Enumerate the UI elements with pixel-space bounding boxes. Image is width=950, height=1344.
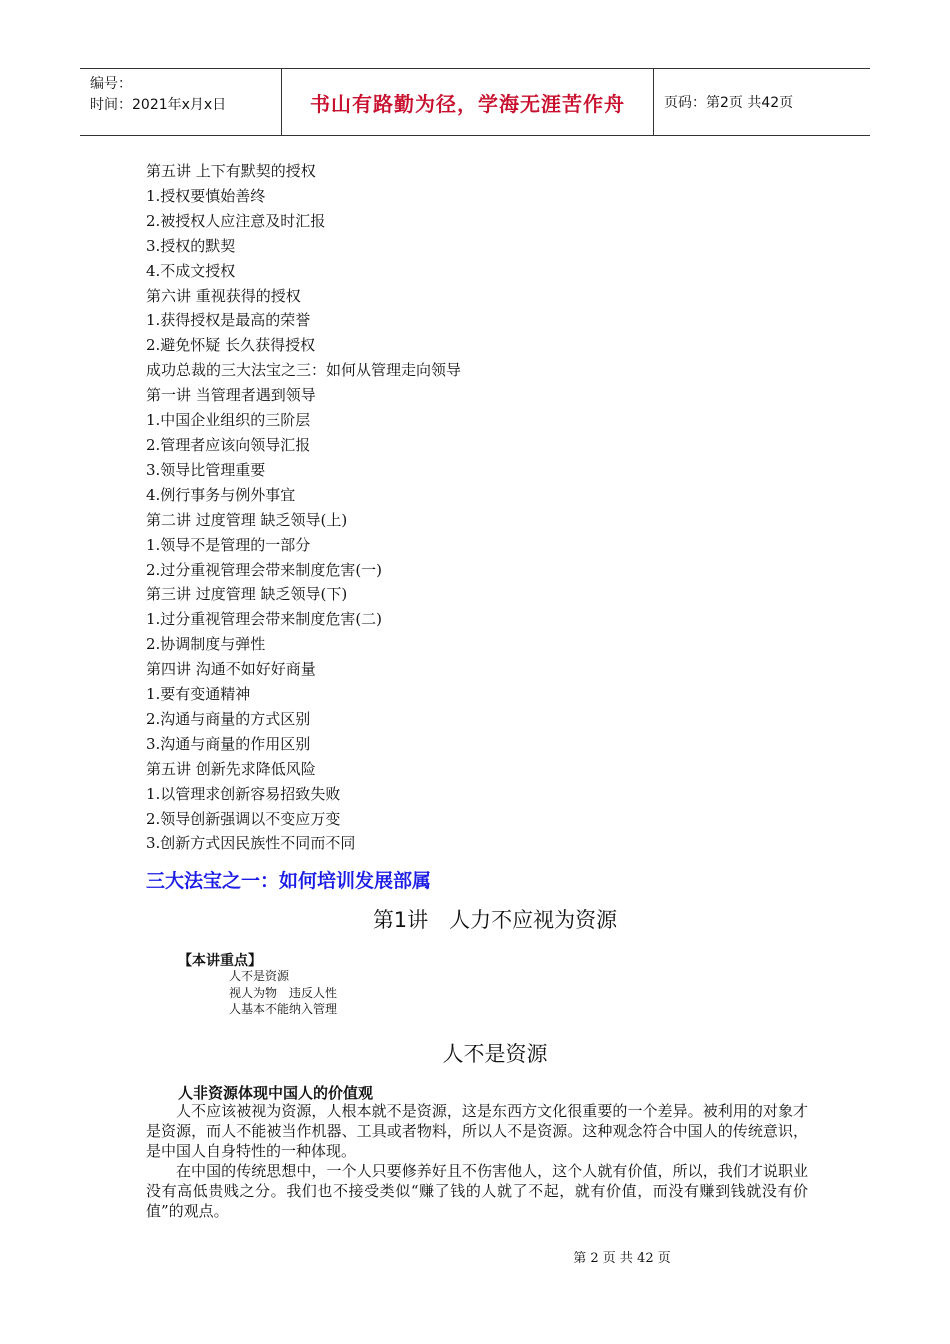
toc-line: 3.授权的默契	[146, 236, 236, 255]
body-text	[146, 1101, 808, 1221]
toc-line: 第四讲 沟通不如好好商量	[146, 660, 316, 679]
header-page-info: 页码：第2页 共42页	[664, 95, 794, 111]
toc-line: 2.沟通与商量的方式区别	[146, 709, 311, 728]
lecture-title: 第1讲 人力不应视为资源	[372, 908, 618, 932]
subsection-title: 人不是资源	[442, 1042, 548, 1066]
header-motto: 书山有路勤为径，学海无涯苦作舟	[310, 91, 625, 116]
toc-line: 第二讲 过度管理 缺乏领导(上)	[146, 510, 348, 529]
toc-line: 1.以管理求创新容易招致失败	[146, 784, 341, 803]
key-points-label: 【本讲重点】	[178, 953, 262, 969]
toc-line: 2.避免怀疑 长久获得授权	[146, 336, 316, 355]
toc-line: 成功总裁的三大法宝之三：如何从管理走向领导	[146, 361, 462, 380]
toc-line: 1.授权要慎始善终	[146, 186, 266, 205]
toc-line: 1.中国企业组织的三阶层	[146, 411, 311, 430]
header-meta	[80, 69, 282, 135]
toc-line: 第六讲 重视获得的授权	[146, 286, 301, 305]
toc-line: 4.例行事务与例外事宜	[146, 485, 296, 504]
toc-line: 1.领导不是管理的一部分	[146, 535, 311, 554]
toc-line: 1.要有变通精神	[146, 685, 251, 704]
toc-line: 2.领导创新强调以不变应万变	[146, 809, 341, 828]
paragraph-heading: 人非资源体现中国人的价值观	[178, 1084, 374, 1102]
body-paragraph: 在中国的传统思想中，一个人只要修养好且不伤害他人，这个人就有价值，所以，我们才说职业没有高低贵贱之分。我们也不接受类似“赚了钱的人就了不起，就有价值，而没有赚到钱就没有价值”的观点。	[146, 1162, 808, 1220]
toc-line: 1.过分重视管理会带来制度危害(二)	[146, 610, 383, 629]
page-header	[80, 68, 870, 136]
toc-line: 3.创新方式因民族性不同而不同	[146, 834, 356, 853]
toc-line: 4.不成文授权	[146, 261, 236, 280]
key-points-list	[229, 968, 337, 1018]
page-footer: 第 2 页 共 42 页	[573, 1251, 671, 1266]
toc-line: 3.领导比管理重要	[146, 460, 266, 479]
toc-line: 2.协调制度与弹性	[146, 635, 266, 654]
key-point-item: 视人为物 违反人性	[229, 985, 338, 1000]
toc-line: 第五讲 上下有默契的授权	[146, 162, 316, 180]
serial-number-label: 编号：	[90, 76, 132, 92]
toc-line: 3.沟通与商量的作用区别	[146, 734, 311, 753]
body-paragraph: 人不应该被视为资源，人根本就不是资源，这是东西方文化很重要的一个差异。被利用的对象才是资源，而人不能被当作机器、工具或者物料，所以人不是资源。这种观念符合中国人的传统意识，是中国人自身特性的一种体现。	[146, 1102, 808, 1160]
header-motto-cell	[282, 69, 654, 135]
toc-line: 第三讲 过度管理 缺乏领导(下)	[146, 585, 348, 604]
header-page-info-cell	[654, 69, 870, 135]
section-title: 三大法宝之一：如何培训发展部属	[146, 870, 432, 892]
toc-line: 第一讲 当管理者遇到领导	[146, 386, 316, 405]
toc-line: 2.过分重视管理会带来制度危害(一)	[146, 560, 383, 579]
toc-line: 1.获得授权是最高的荣誉	[146, 311, 311, 330]
time-label: 时间：2021年x月x日	[90, 97, 227, 113]
toc-line: 2.管理者应该向领导汇报	[146, 435, 311, 454]
key-point-item: 人不是资源	[229, 969, 290, 983]
toc-line: 2.被授权人应注意及时汇报	[146, 211, 326, 230]
table-of-contents	[146, 159, 461, 856]
key-point-item: 人基本不能纳入管理	[229, 1002, 338, 1016]
toc-line: 第五讲 创新先求降低风险	[146, 759, 316, 778]
